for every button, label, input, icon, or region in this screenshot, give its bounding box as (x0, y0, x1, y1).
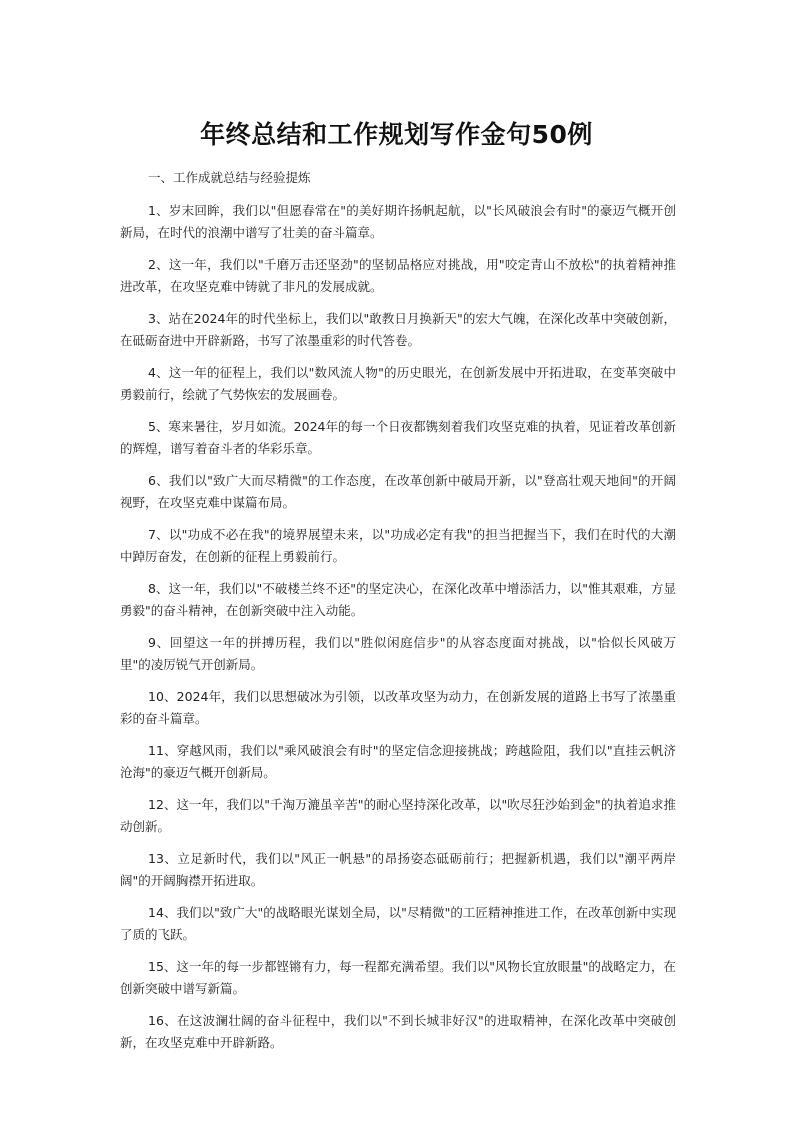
list-item: 1、岁末回眸，我们以"但愿春常在"的美好期许扬帆起航，以"长风破浪会有时"的豪迈气概开创新局，在时代的浪潮中谱写了壮美的奋斗篇章。 (120, 203, 676, 240)
list-item: 2、这一年，我们以"千磨万击还坚劲"的坚韧品格应对挑战，用"咬定青山不放松"的执着精神推进改革，在攻坚克难中铸就了非凡的发展成就。 (120, 257, 676, 294)
list-item: 10、2024年，我们以思想破冰为引领，以改革攻坚为动力，在创新发展的道路上书写了浓墨重彩的奋斗篇章。 (120, 689, 676, 726)
list-item: 4、这一年的征程上，我们以"数风流人物"的历史眼光，在创新发展中开拓进取，在变革突破中勇毅前行，绘就了气势恢宏的发展画卷。 (120, 365, 676, 402)
list-item: 15、这一年的每一步都铿锵有力，每一程都充满希望。我们以"风物长宜放眼量"的战略定力，在创新突破中谱写新篇。 (120, 959, 676, 996)
list-item: 9、回望这一年的拼搏历程，我们以"胜似闲庭信步"的从容态度面对挑战，以"恰似长风破万里"的凌厉锐气开创新局。 (120, 635, 676, 672)
list-item: 6、我们以"致广大而尽精微"的工作态度，在改革创新中破局开新，以"登高壮观天地间"的开阔视野，在攻坚克难中谋篇布局。 (120, 473, 676, 510)
list-item: 14、我们以"致广大"的战略眼光谋划全局，以"尽精微"的工匠精神推进工作，在改革创新中实现了质的飞跃。 (120, 905, 676, 942)
list-item: 7、以"功成不必在我"的境界展望未来，以"功成必定有我"的担当把握当下，我们在时代的大潮中踔厉奋发，在创新的征程上勇毅前行。 (120, 527, 676, 564)
list-item: 11、穿越风雨，我们以"乘风破浪会有时"的坚定信念迎接挑战；跨越险阻，我们以"直挂云帆济沧海"的豪迈气概开创新局。 (120, 743, 676, 780)
list-item: 16、在这波澜壮阔的奋斗征程中，我们以"不到长城非好汉"的进取精神，在深化改革中突破创新，在攻坚克难中开辟新路。 (120, 1013, 676, 1050)
item-list (120, 200, 676, 1064)
list-item: 13、立足新时代，我们以"风正一帆悬"的昂扬姿态砥砺前行；把握新机遇，我们以"潮平两岸阔"的开阔胸襟开拓进取。 (120, 851, 676, 888)
list-item: 12、这一年，我们以"千淘万漉虽辛苦"的耐心坚持深化改革，以"吹尽狂沙始到金"的执着追求推动创新。 (120, 797, 676, 834)
list-item: 3、站在2024年的时代坐标上，我们以"敢教日月换新天"的宏大气魄，在深化改革中突破创新，在砥砺奋进中开辟新路，书写了浓墨重彩的时代答卷。 (120, 311, 676, 348)
list-item: 8、这一年，我们以"不破楼兰终不还"的坚定决心，在深化改革中增添活力，以"惟其艰难，方显勇毅"的奋斗精神，在创新突破中注入动能。 (120, 581, 676, 618)
list-item: 5、寒来暑往，岁月如流。2024年的每一个日夜都镌刻着我们攻坚克难的执着，见证着改革创新的辉煌，谱写着奋斗者的华彩乐章。 (120, 419, 676, 456)
document-title: 年终总结和工作规划写作金句50例 (200, 120, 593, 149)
section-heading: 一、工作成就总结与经验提炼 (148, 170, 311, 185)
